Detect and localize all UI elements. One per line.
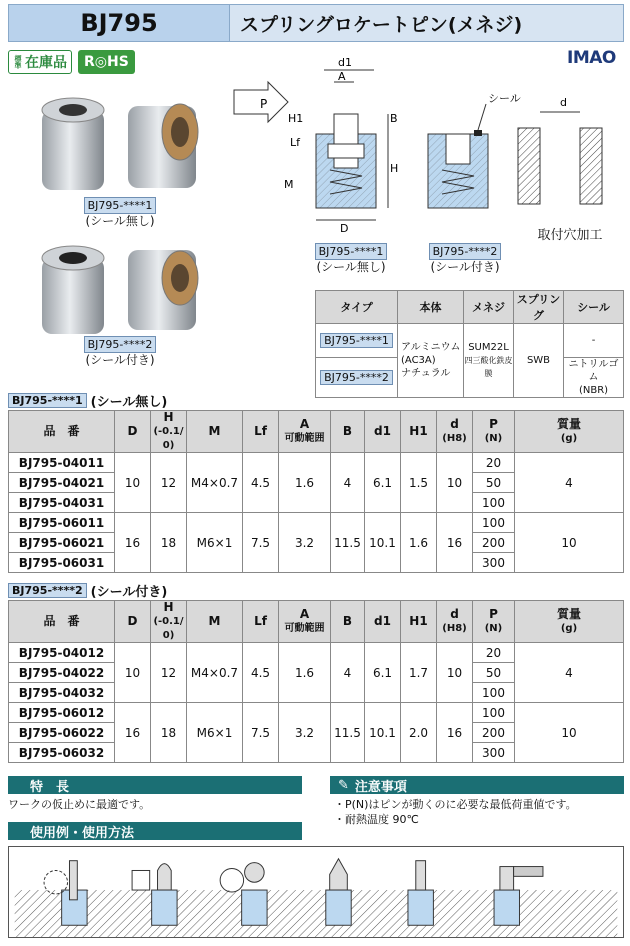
features-text: ワークの仮止めに最適です。 [8, 798, 151, 811]
table-row: BJ795-06032 [9, 743, 115, 763]
rohs-badge: R◎HS [78, 50, 135, 74]
stock-badge: 標準 在庫品 [8, 50, 72, 74]
table-row: BJ795-04011 [9, 453, 115, 473]
drawing-caption-1: BJ795-****1 (シール無し) [316, 245, 386, 274]
svg-text:B: B [390, 112, 398, 125]
svg-text:M: M [284, 178, 294, 191]
table-row: BJ795-06021 [9, 533, 115, 553]
dimension-drawing [228, 52, 624, 242]
table-row: BJ795-04031 [9, 493, 115, 513]
photo-caption-2: BJ795-****2 (シール付き) [85, 338, 155, 367]
product-name: スプリングロケートピン(メネジ) [230, 4, 624, 42]
imao-logo: IMAO [567, 48, 616, 68]
svg-text:H1: H1 [288, 112, 304, 125]
table-row: BJ795-04032 [9, 683, 115, 703]
usage-illustration [8, 846, 624, 938]
caution-text: ・P(N)はピンが動くのに必要な最低荷重値です。 ・耐熱温度 90℃ [334, 798, 577, 826]
section1-label: BJ795-****1 (シール無し) [8, 391, 167, 410]
spec-table-no-seal: 品 番 D H (-0.1/ 0) M Lf A 可動範囲 B d1 H1 d (H8) P (N) 質量 (g) BJ795-04011 10 12 M4×0.7 4.5 1.6 4 6.1 1.5 10 20 4 BJ795-04021 50 BJ795-04031 100 BJ795-06011 16 18 M6×1 7.5 3.2 11.5 10.1 1.6 16 100 10 BJ795-06021 200 BJ795-06031 300 [8, 410, 624, 573]
table-row: BJ795-06031 [9, 553, 115, 573]
product-photo-1 [20, 92, 210, 202]
title-bar [8, 4, 624, 42]
pencil-icon: ✎ [338, 777, 349, 793]
table-row: BJ795-04012 [9, 643, 115, 663]
svg-text:A: A [338, 70, 346, 83]
table-row: BJ795-06022 [9, 723, 115, 743]
svg-text:シール: シール [488, 92, 521, 105]
table-row: BJ795-06011 [9, 513, 115, 533]
model-number: BJ795 [8, 4, 230, 42]
svg-text:d1: d1 [338, 56, 352, 69]
table-row: BJ795-04022 [9, 663, 115, 683]
svg-text:P: P [260, 97, 268, 111]
type-table: タイプ 本体 メネジ スプリング シール BJ795-****1 アルミニウム (AC3A) ナチュラル SUM22L 四三酸化鉄皮膜 SWB - BJ795-****2 ニトリルゴム (NBR) [315, 290, 624, 398]
usage-heading: 使用例・使用方法 [8, 822, 302, 840]
svg-text:d: d [560, 96, 567, 109]
svg-text:H: H [390, 162, 399, 175]
table-row: BJ795-04021 [9, 473, 115, 493]
spec-table-with-seal: 品 番 D H (-0.1/ 0) M Lf A 可動範囲 B d1 H1 d (H8) P (N) 質量 (g) BJ795-04012 10 12 M4×0.7 4.5 1.6 4 6.1 1.7 10 20 4 BJ795-04022 50 BJ795-04032 100 BJ795-06012 16 18 M6×1 7.5 3.2 11.5 10.1 2.0 16 100 10 BJ795-06022 200 BJ795-06032 300 [8, 600, 624, 763]
mount-hole-caption: 取付穴加工 [537, 228, 603, 243]
section2-label: BJ795-****2 (シール付き) [8, 581, 167, 600]
product-photo-2 [20, 240, 210, 340]
features-heading: 特 長 [8, 776, 302, 794]
badges [8, 50, 135, 74]
photo-caption-1: BJ795-****1 (シール無し) [85, 199, 155, 228]
drawing-caption-2: BJ795-****2 (シール付き) [430, 245, 500, 274]
table-row: BJ795-06012 [9, 703, 115, 723]
svg-text:D: D [340, 222, 349, 235]
caution-heading: ✎ 注意事項 [330, 776, 624, 794]
svg-text:Lf: Lf [290, 136, 301, 149]
